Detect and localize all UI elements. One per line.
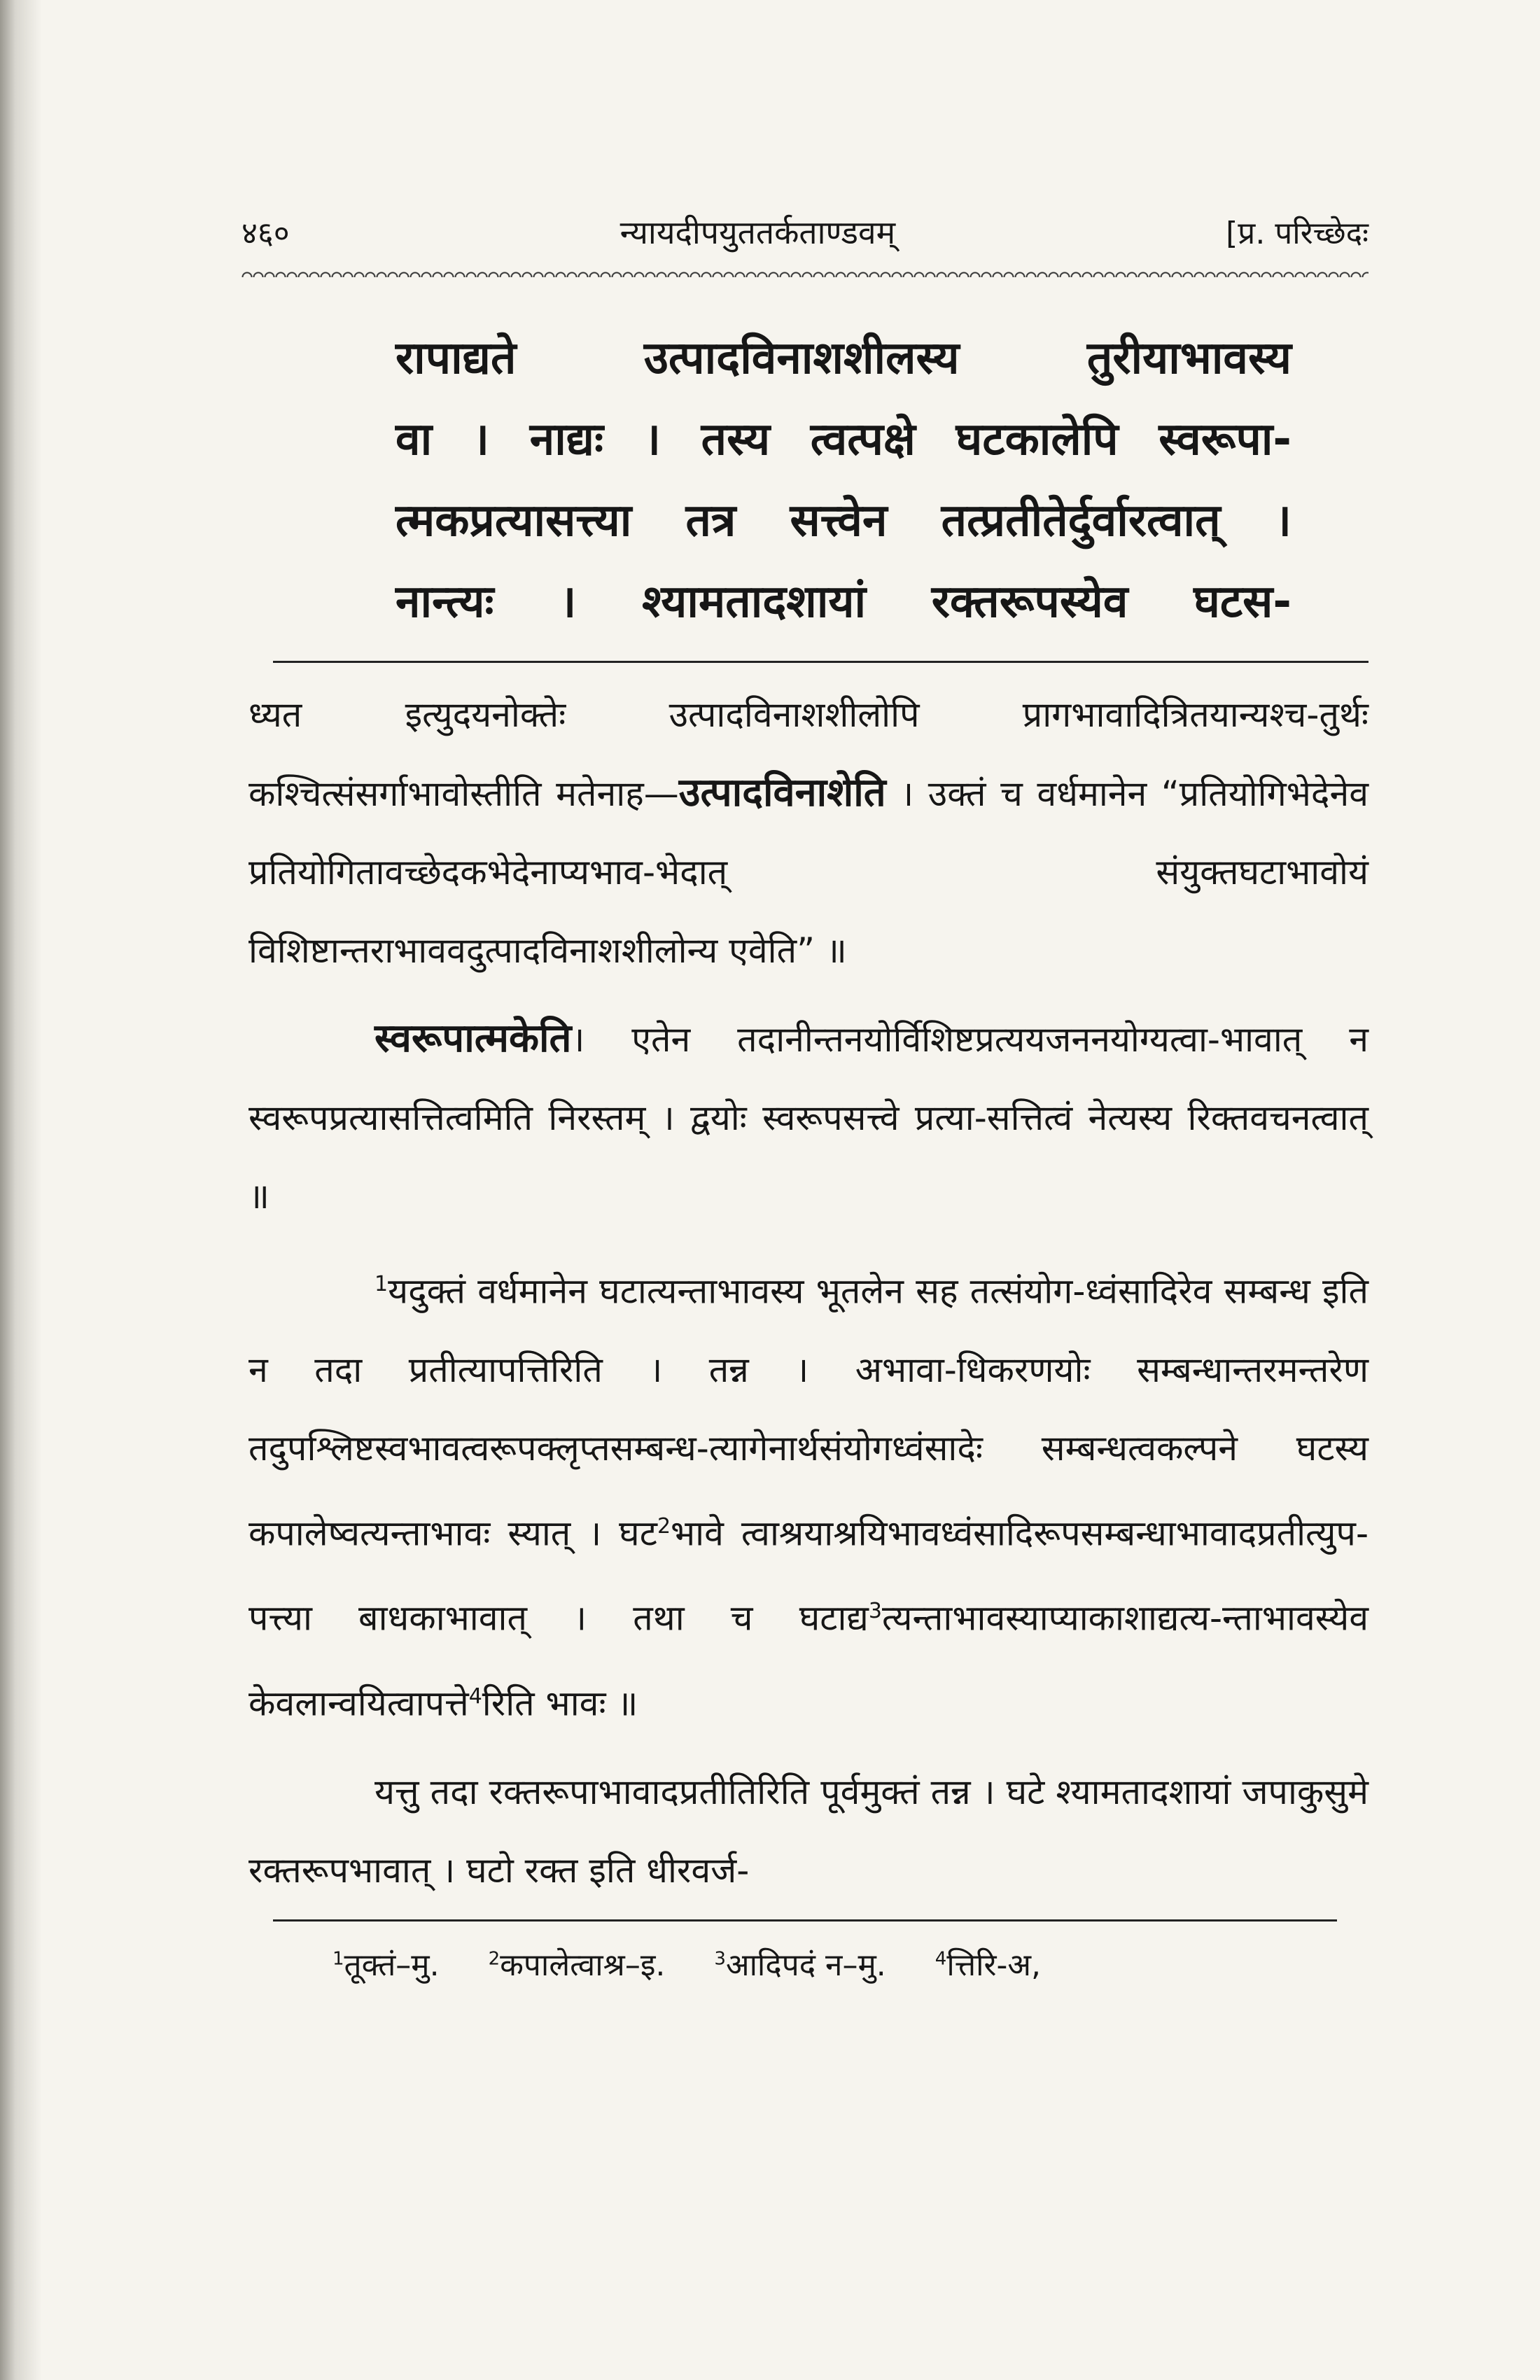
footnote	[935, 1942, 1041, 1984]
footnote-number: 2	[488, 1947, 500, 1969]
footnote	[332, 1942, 440, 1984]
commentary-text: त्यन्ताभावस्याप्याकाशाद्यत्य-न्ताभावस्येव केवलान्वयित्वापत्ते	[248, 1597, 1368, 1724]
commentary-paragraph	[248, 1000, 1368, 1236]
footnote-number: 4	[934, 1947, 947, 1969]
footnote	[714, 1942, 886, 1984]
footnote	[489, 1942, 666, 1984]
verse-line: नान्त्यः । श्यामतादशायां रक्तरूपस्येव घटस-	[396, 576, 1292, 628]
verse-line: वा । नाद्यः । तस्य त्वत्पक्षे घटकालेपि स्वरूपा-	[396, 414, 1292, 465]
commentary-text: । उक्तं च वर्धमानेन “प्रतियोगिभेदेनेव प्रतियोगितावच्छेदकभेदेनाप्यभाव-भेदात् संयुक्तघटाभावोयं विशिष्टान्तराभाववदुत्पादविनाशशीलोन्य एवेति” ॥	[248, 774, 1368, 971]
running-header	[241, 210, 1368, 266]
lemma: स्वरूपात्मकेति	[374, 1016, 572, 1061]
commentary-paragraph	[248, 676, 1368, 990]
commentary-paragraph	[248, 1753, 1368, 1910]
footnote-marker: 3	[868, 1599, 882, 1624]
footnotes	[241, 1942, 1368, 1984]
commentary-text: यदुक्तं वर्धमानेन घटात्यन्ताभावस्य भूतलेन सह तत्संयोग-ध्वंसादिरेव सम्बन्ध इति न तदा प्रतीत्यापत्तिरिति । तन्न । अभावा-धिकरणयोः सम्बन्धान्तरमन्तरेण तदुपश्लिष्टस्वभावत्वरूपक्लृप्तसम्बन्ध-त्यागेनार्थसंयोगध्वंसादेः सम्बन्धत्वकल्पने घटस्य कपालेष्वत्यन्ताभावः स्यात् । घट	[248, 1270, 1368, 1554]
book-page	[241, 210, 1368, 1984]
verse-line: त्मकप्रत्यासत्त्या तत्र सत्त्वेन तत्प्रतीतेर्दुर्वारत्वात् ।	[396, 495, 1292, 547]
page-number: ४६०	[241, 216, 290, 251]
book-title: न्यायदीपयुततर्कताण्डवम्	[620, 214, 896, 251]
commentary-text: ध्यत इत्युदयनोक्तेः उत्पादविनाशशीलोपि प्रागभावादित्रितयान्यश्च-तुर्थः कश्चित्संसर्गाभावोस्तीति मतेनाह—	[248, 694, 1368, 814]
footnote-marker: 2	[657, 1513, 671, 1539]
commentary	[241, 676, 1368, 1910]
header-wavy-rule	[241, 270, 1368, 284]
footnote-divider	[273, 1919, 1337, 1921]
footnote-text: आदिपदं न–मु.	[725, 1947, 886, 1983]
root-text	[241, 318, 1368, 643]
footnote-marker: 1	[374, 1272, 388, 1296]
footnote-text: तूक्तं–मु.	[344, 1947, 440, 1983]
commentary-text: रिति भावः ॥	[482, 1683, 638, 1724]
footnote-marker: 4	[468, 1684, 482, 1709]
text-commentary-divider	[273, 661, 1368, 663]
page-gutter-shadow	[0, 0, 42, 2380]
commentary-paragraph	[248, 1245, 1368, 1743]
section-label: [प्र. परिच्छेदः	[1226, 216, 1368, 251]
verse-line: रापाद्यते उत्पादविनाशशीलस्य तुरीयाभावस्य	[396, 332, 1292, 384]
footnote-text: त्तिरि-अ,	[946, 1947, 1041, 1983]
footnote-number: 1	[332, 1947, 344, 1969]
lemma: उत्पादविनाशेति	[678, 770, 886, 816]
commentary-text: भावे त्वाश्रयाश्रयिभावध्वंसादिरूपसम्बन्धाभावादप्रतीत्युप-पत्त्या बाधकाभावात् । तथा च घटाद्य	[248, 1513, 1368, 1639]
commentary-text: यत्तु तदा रक्तरूपाभावादप्रतीतिरिति पूर्वमुक्तं तन्न । घटे श्यामतादशायां जपाकुसुमे रक्तरूपभावात् । घटो रक्त इति धीरवर्ज-	[248, 1771, 1368, 1891]
commentary-text: । एतेन तदानीन्तनयोर्विशिष्टप्रत्ययजननयोग्यत्वा-भावात् न स्वरूपप्रत्यासत्तित्वमिति निरस्तम् । द्वयोः स्वरूपसत्त्वे प्रत्या-सत्तित्वं नेत्यस्य रिक्तवचनत्वात् ॥	[248, 1019, 1368, 1217]
footnote-number: 3	[714, 1947, 726, 1969]
footnote-text: कपालेत्वाश्र–इ.	[500, 1947, 666, 1983]
